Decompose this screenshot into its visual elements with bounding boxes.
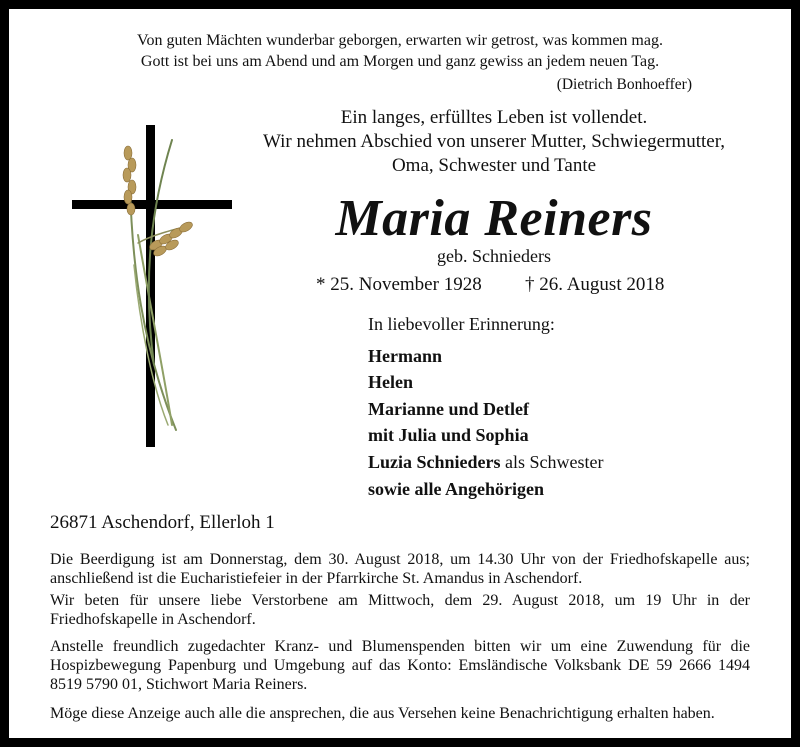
birth-date: * 25. November 1928 <box>316 274 482 295</box>
memory-heading: In liebevoller Erinnerung: <box>368 314 555 334</box>
quote-line-1: Von guten Mächten wunderbar geborgen, erwarten wir getrost, was kommen mag. <box>137 32 663 49</box>
quote-author: (Dietrich Bonhoeffer) <box>556 76 692 93</box>
mourner-name: Helen <box>368 372 413 392</box>
intro-line-3: Oma, Schwester und Tante <box>391 155 597 176</box>
mourner-name: Luzia Schnieders <box>368 452 501 472</box>
mourner-relation: als Schwester <box>500 452 604 472</box>
mourner-name: mit Julia und Sophia <box>368 425 529 445</box>
deceased-name: Maria Reiners <box>335 190 653 247</box>
prayer-paragraph: Wir beten für unsere liebe Verstorbene am Mittwoch, dem 29. August 2018, um 19 Uhr in der Friedhofskapelle in Aschendorf. <box>50 592 750 628</box>
maiden-name: geb. Schnieders <box>437 246 551 266</box>
donation-paragraph: Anstelle freundlich zugedachter Kranz- und Blumenspenden bitten wir um eine Zuwendung für die Hospizbewegung Papenburg und Umgebung auf das Konto: Emsländische Volksbank DE 59 2666 1494 8519 5790 01, Stichwort Maria Reiners. <box>50 638 750 693</box>
mourner-name: Marianne und Detlef <box>368 399 529 419</box>
mourner-name: sowie alle Angehörigen <box>368 479 544 499</box>
intro-line-1: Ein langes, erfülltes Leben ist vollendet. <box>340 107 648 128</box>
mourner-line-luzia <box>368 452 604 473</box>
mourner-name: Hermann <box>368 346 442 366</box>
quote-line-2: Gott ist bei uns am Abend und am Morgen und ganz gewiss an jedem neuen Tag. <box>140 53 660 70</box>
address: 26871 Aschendorf, Ellerloh 1 <box>50 512 275 533</box>
death-date: † 26. August 2018 <box>525 274 665 295</box>
intro-line-2: Wir nehmen Abschied von unserer Mutter, Schwiegermutter, <box>262 131 726 152</box>
cross-with-wheat-icon <box>72 125 237 455</box>
closing-paragraph: Möge diese Anzeige auch alle die ansprechen, die aus Versehen keine Benachrichtigung erhalten haben. <box>50 705 715 722</box>
funeral-paragraph: Die Beerdigung ist am Donnerstag, dem 30. August 2018, um 14.30 Uhr von der Friedhofskapelle aus; anschließend ist die Eucharistiefeier in der Pfarrkirche St. Amandus in Aschendorf. <box>50 551 750 587</box>
